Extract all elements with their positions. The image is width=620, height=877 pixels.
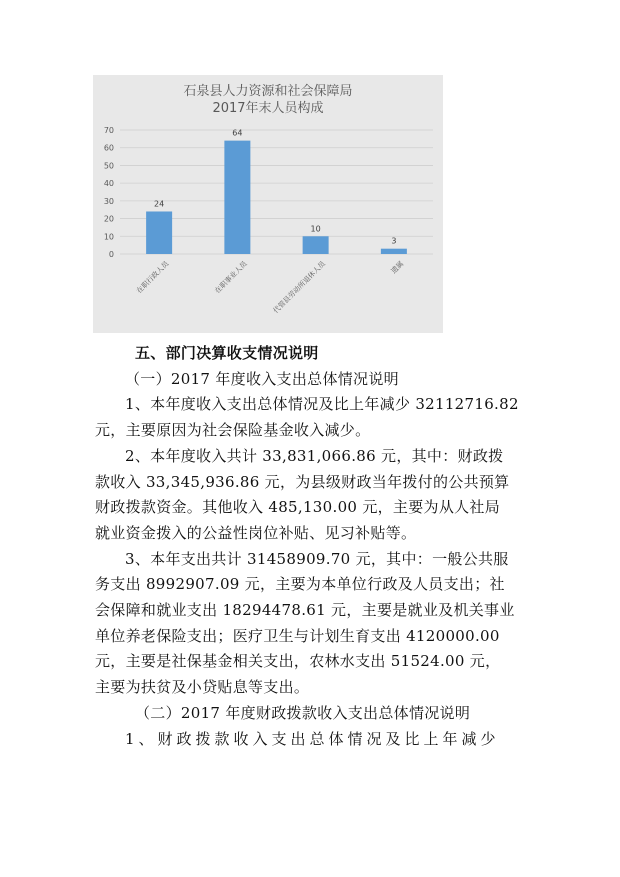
bars [146,141,407,254]
bar [381,249,407,254]
y-tick-label: 0 [108,250,114,259]
paragraph-line: 会保障和就业支出 18294478.61 元，主要是就业及机关事业 [95,601,515,619]
y-tick-label: 40 [103,179,114,189]
y-tick-label: 10 [103,232,114,242]
paragraph-line: 3、本年支出共计 31458909.70 元，其中：一般公共服 [125,549,509,568]
chart-title-line-2: 2017年末人员构成 [212,101,324,116]
bar [224,141,250,254]
paragraph-line: 元，主要是社保基金相关支出，农林水支出 51524.00 元， [95,652,501,671]
bar [146,211,172,254]
y-tick-label: 50 [103,161,114,171]
category-label: 代管县劳动所退休人员 [271,259,328,315]
y-tick-label: 30 [103,196,114,206]
paragraph-line: 务支出 8992907.09 元，主要为本单位行政及人员支出；社 [95,575,505,594]
data-label: 3 [391,236,397,246]
paragraph-line: 单位养老保险支出；医疗卫生与计划生育支出 4120000.00 [95,626,500,645]
y-tick-label: 20 [103,214,114,224]
paragraph-line: 1、财政拨款收入支出总体情况及比上年减少 [125,729,500,748]
bar-chart-svg [93,75,443,333]
bar [303,236,329,254]
data-labels [154,129,396,246]
category-labels [134,258,405,315]
category-label: 在职事业人员 [213,259,249,296]
paragraph-line: 财政拨款资金。其他收入 485,130.00 元，主要为从人社局 [95,498,501,517]
paragraph-line: 1、本年度收入支出总体情况及比上年减少 32112716.82 [125,395,519,414]
data-label: 10 [310,224,321,234]
paragraph-line: 元，主要原因为社会保险基金收入减少。 [95,421,371,440]
paragraph-line: 就业资金拨入的公益性岗位补贴、见习补贴等。 [95,523,417,542]
category-label: 遗属 [389,259,406,276]
data-label: 64 [232,128,243,138]
data-label: 24 [154,199,165,209]
y-tick-label: 60 [103,143,114,153]
y-tick-label: 70 [103,126,114,135]
category-label: 在职行政人员 [135,259,171,296]
paragraph-line: 款收入 33,345,936.86 元，为县级财政当年拨付的公共预算 [95,472,510,491]
staff-composition-chart [93,75,443,333]
paragraph-line: 主要为扶贫及小贷贴息等支出。 [95,678,310,697]
paragraph-line: （一）2017 年度收入支出总体情况说明 [125,369,399,388]
paragraph-line: 2、本年度收入共计 33,831,066.86 元，其中：财政拨 [125,446,504,465]
paragraph-line: （二）2017 年度财政拨款收入支出总体情况说明 [135,703,471,722]
chart-title-line-1: 石泉县人力资源和社会保障局 [183,84,353,99]
section-heading: 五、部门决算收支情况说明 [135,344,319,362]
y-axis-ticks [104,126,114,259]
